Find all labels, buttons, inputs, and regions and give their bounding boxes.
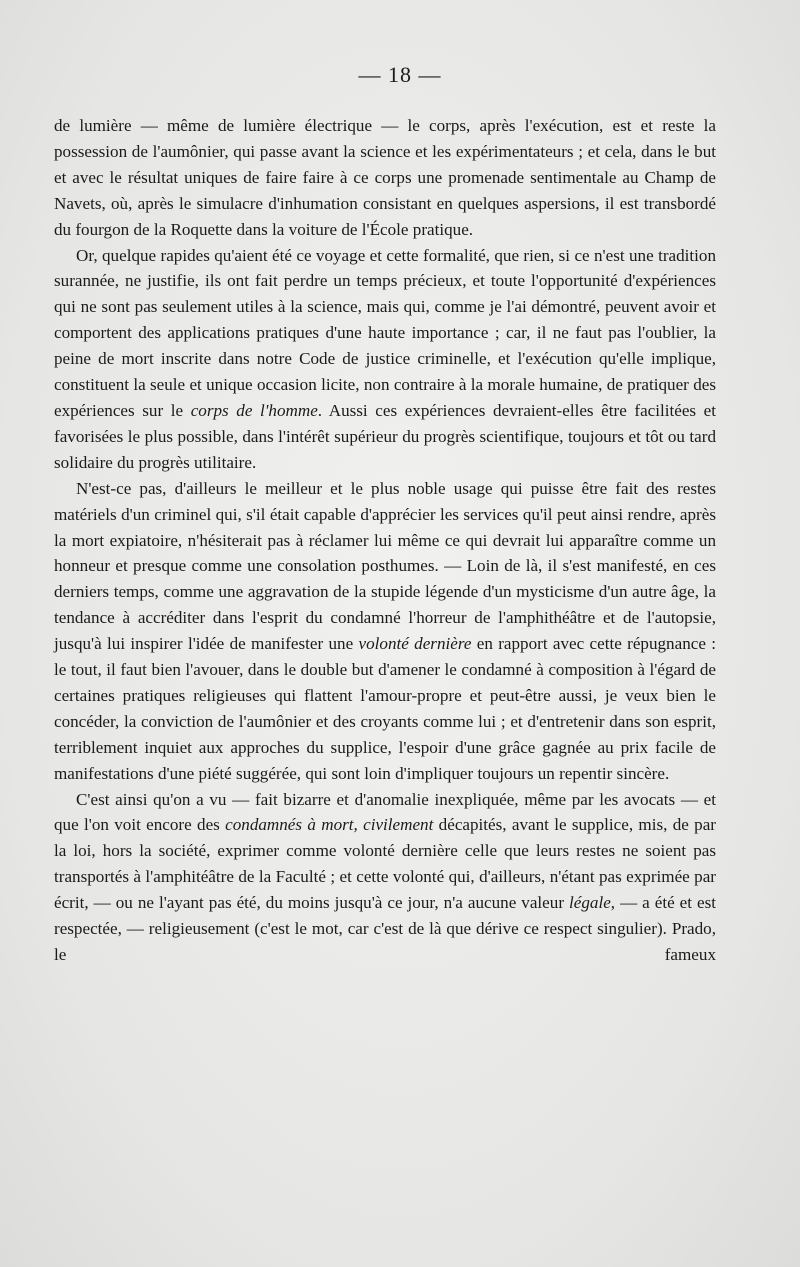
italic-phrase: condamnés à mort, civilement <box>225 815 434 835</box>
italic-phrase: volonté dernière <box>358 634 472 654</box>
italic-phrase: légale <box>569 893 611 913</box>
italic-phrase: corps de l'homme <box>190 400 318 420</box>
page-number: — 18 — <box>358 62 442 87</box>
body-text <box>54 113 716 968</box>
paragraph-text: de lumière — même de lumière électrique — le corps, après l'exécution, est et reste la possession de l'aumônier, qui passe avant la science et les expérimentateurs ; et cela, dans le but et avec le résultat uniques de faire faire à ce corps une promenade sentimentale au Champ de Navets, où, après le simulacre d'inhumation consistant en quelques aspersions, il est transbordé du fourgon de la Roquette dans la voiture de l'École pratique. <box>54 116 716 239</box>
paragraph-text: , — a été et est respectée, — religieusement (c'est le mot, car c'est de là que dérive ce respect singulier). Prado, le fameux <box>54 893 716 964</box>
paragraph-text: Or, quelque rapides qu'aient été ce voyage et cette formalité, que rien, si ce n'est une tradition surannée, ne justifie, ils ont fait perdre un temps précieux, et toute l'opportunité d'expériences qui ne sont pas seulement utiles à la science, mais qui, comme je l'ai démontré, peuvent avoir et comportent des applications pratiques d'une haute importance ; car, il ne faut pas l'oublier, la peine de mort inscrite dans notre Code de justice criminelle, et l'exécution qu'elle implique, constituent la seule et unique occasion licite, non contraire à la morale humaine, de pratiquer des expériences sur le <box>54 245 716 420</box>
paragraph-text: décapités, avant le supplice, mis, de par la loi, hors la société, exprimer comme volonté dernière celle que leurs restes ne soient pas transportés à l'amphitéâtre de la Faculté ; et cette volonté qui, d'ailleurs, n'étant pas exprimée par écrit, — ou ne l'ayant pas été, du moins jusqu'à ce jour, n'a aucune valeur <box>54 815 716 913</box>
paragraph-text: en rapport avec cette répugnance : le tout, il faut bien l'avouer, dans le double but d'amener le condamné à composition à l'égard de certaines pratiques religieuses qui flattent l'amour-propre et peut-être aussi, je veux bien le concéder, la conviction de l'aumônier et des croyants comme lui ; et d'entretenir dans son esprit, terriblement inquiet aux approches du supplice, l'espoir d'une grâce gagnée au prix facile de manifestations d'une piété suggérée, qui sont loin d'impliquer toujours un repentir sincère. <box>54 634 716 783</box>
paragraph-text: . Aussi ces expériences devraient-elles être facilitées et favorisées le plus possible, dans l'intérêt supérieur du progrès scientifique, toujours et tôt ou tard solidaire du progrès utilitaire. <box>54 400 717 472</box>
paragraph-text: C'est ainsi qu'on a vu — fait bizarre et d'anomalie inexpliquée, même par les avocats — et que l'on voit encore des <box>54 789 716 835</box>
paragraph-1 <box>54 113 716 243</box>
paragraph-3 <box>54 476 716 787</box>
paragraph-4 <box>54 787 716 968</box>
paragraph-text: N'est-ce pas, d'ailleurs le meilleur et le plus noble usage qui puisse être fait des restes matériels d'un criminel qui, s'il était capable d'apprécier les services qu'il peut ainsi rendre, après la mort expiatoire, n'hésiterait pas à réclamer lui même ce qui devrait lui apparaître comme un honneur et presque comme une consolation posthumes. — Loin de là, il s'est manifesté, en ces derniers temps, comme une aggravation de la stupide légende d'un mysticisme d'un autre âge, la tendance à accréditer dans l'esprit du condamné l'horreur de l'amphithéâtre et de l'autopsie, jusqu'à lui inspirer l'idée de manifester une <box>54 478 716 654</box>
paragraph-2 <box>54 243 716 476</box>
